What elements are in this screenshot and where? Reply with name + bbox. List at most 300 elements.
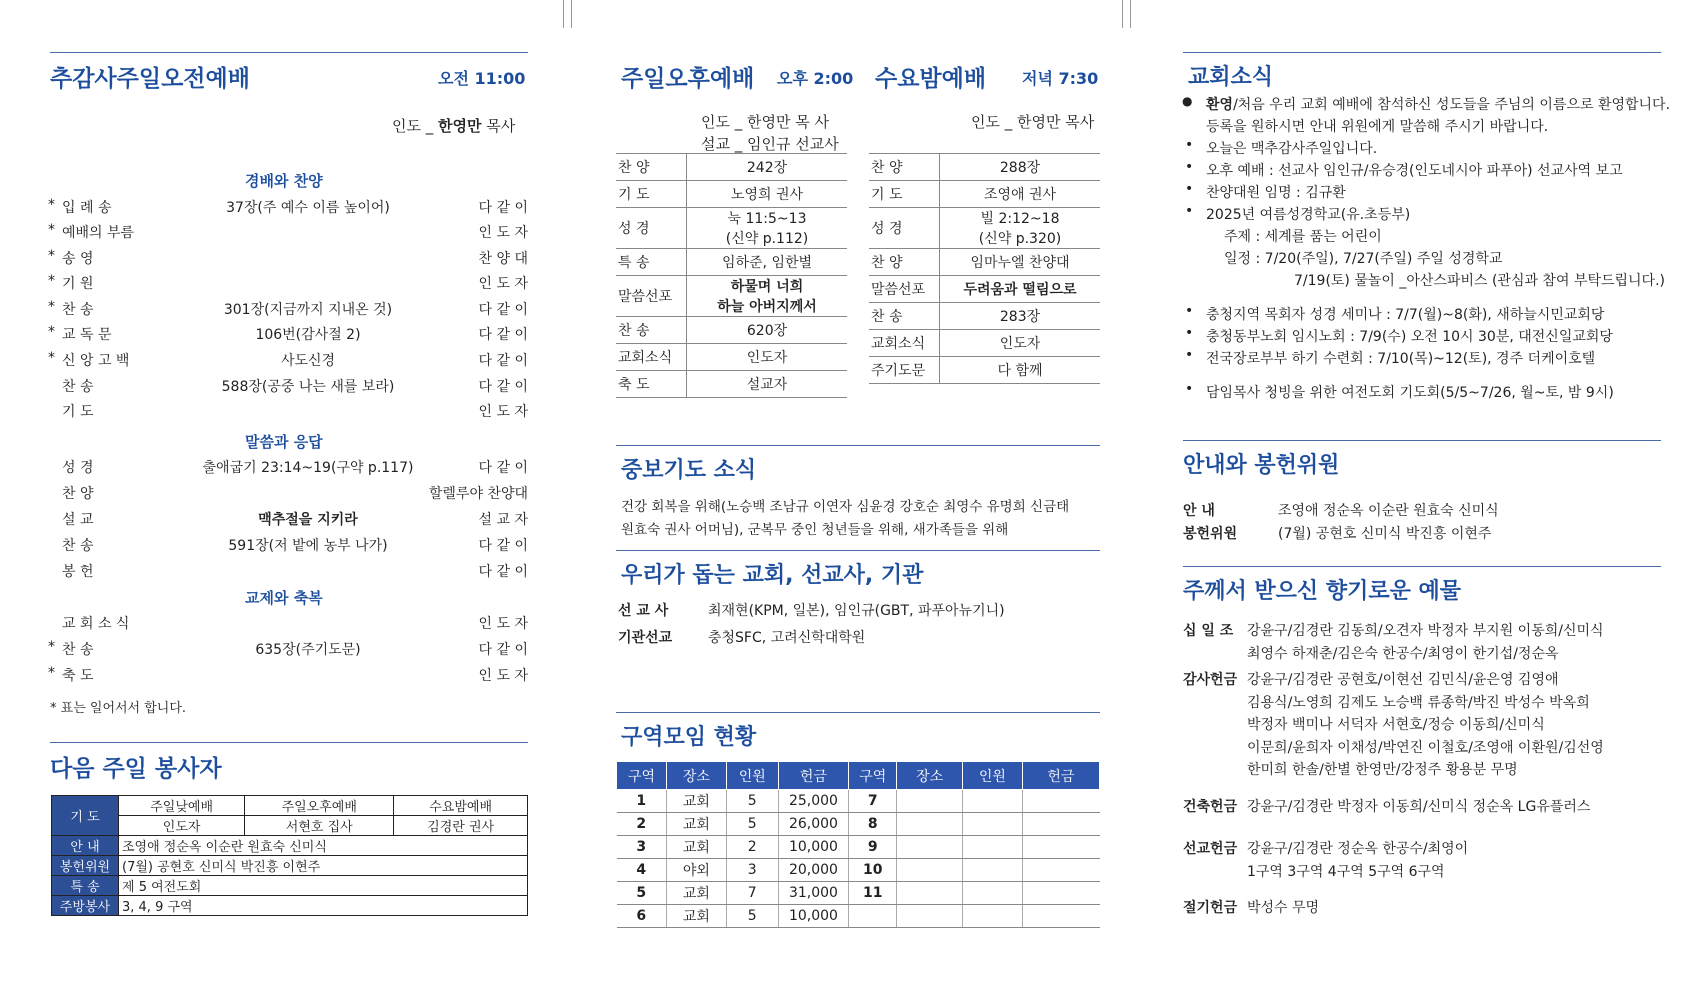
row-label: 특 송: [52, 876, 119, 896]
order-name: 찬 양: [62, 486, 94, 502]
table-cell: [962, 905, 1022, 928]
order-item: [48, 639, 528, 661]
standing-mark: *: [48, 222, 55, 238]
offering-line: 박정자 백미나 서덕자 서현호/정승 이동희/신미식: [1247, 717, 1545, 733]
order-name: 봉 헌: [62, 564, 94, 580]
order-name: 찬 송: [62, 538, 94, 554]
standing-mark: *: [48, 324, 55, 340]
order-name: 성 경: [869, 208, 940, 249]
column-header: 헌금: [778, 762, 848, 790]
order-content: [687, 317, 848, 344]
content-line: 빌 2:12~18: [980, 211, 1060, 227]
order-content: [687, 344, 848, 371]
order-name: 찬 송: [616, 317, 687, 344]
order-content: [940, 249, 1101, 276]
fold-mark: [563, 0, 564, 28]
order-item: [48, 299, 528, 321]
order-content: 37장(주 예수 이름 높이어): [226, 200, 390, 216]
table-row: [617, 790, 1100, 813]
order-row: [616, 208, 847, 249]
order-item: [48, 324, 528, 346]
list-item: • 담임목사 청빙을 위한 여전도회 기도회(5/5~7/26, 월~토, 밤 9시): [1182, 382, 1672, 404]
news-list: [1182, 94, 1672, 404]
ushers-value: (7월) 공현호 신미식 박진흥 이현주: [1278, 526, 1492, 542]
order-row: [869, 357, 1100, 384]
district-table: [616, 761, 1100, 928]
table-cell: 26,000: [778, 813, 848, 836]
offering-group: [1183, 897, 1683, 920]
ushers-title: 안내와 봉헌위원: [1183, 453, 1340, 478]
divider: [616, 445, 1100, 446]
order-name: 입 례 송: [62, 200, 112, 216]
content-line: 인도자: [999, 336, 1041, 352]
table-cell: 6: [617, 905, 667, 928]
offering-label: 감사헌금: [1183, 672, 1238, 688]
table-cell: [962, 836, 1022, 859]
order-name: 특 송: [616, 249, 687, 276]
order-name: 교 회 소 식: [62, 616, 130, 632]
wednesday-leader: 인도 _ 한영만 목사: [971, 113, 1095, 131]
order-content: 588장(공중 나는 새를 보라): [221, 379, 395, 395]
support-title: 우리가 돕는 교회, 선교사, 기관: [621, 563, 924, 588]
order-item: [48, 509, 528, 531]
table-cell: [897, 882, 963, 905]
order-item: [48, 273, 528, 295]
offering-names: [1247, 620, 1604, 665]
section-heading: 경배와 찬양: [245, 172, 323, 190]
row-label: 주방봉사: [52, 896, 119, 916]
order-name: 축 도: [616, 371, 687, 398]
row-value: 제 5 여전도회: [119, 876, 528, 896]
row-value: 3, 4, 9 구역: [119, 896, 528, 916]
order-name: 교 독 문: [62, 327, 112, 343]
table-cell: 5: [726, 790, 778, 813]
table-cell: 11: [849, 882, 897, 905]
table-cell: [897, 905, 963, 928]
divider: [1183, 52, 1661, 53]
table-cell: 야외: [667, 859, 727, 882]
offerings-title: 주께서 받으신 향기로운 예물: [1183, 579, 1462, 604]
order-content: 출애굽기 23:14~19(구약 p.117): [202, 460, 414, 476]
table-cell: 5: [726, 813, 778, 836]
order-name: 예배의 부름: [62, 225, 135, 241]
standing-mark: *: [48, 350, 55, 366]
divider: [616, 712, 1100, 713]
offering-line: 이문희/윤희자 이채성/박연진 이철호/조영애 이환원/김선영: [1247, 739, 1604, 756]
table-cell: [962, 790, 1022, 813]
standing-mark: *: [48, 197, 55, 213]
order-content: [940, 330, 1101, 357]
afternoon-order-table: [616, 153, 847, 398]
order-row: [869, 303, 1100, 330]
order-role: 다 같 이: [478, 564, 528, 580]
table-cell: 10,000: [778, 905, 848, 928]
order-name: 성 경: [62, 460, 94, 476]
support-value: 최재현(KPM, 일본), 임인규(GBT, 파푸아뉴기니): [708, 603, 1005, 619]
table-cell: 교회: [667, 790, 727, 813]
order-role: 다 같 이: [478, 642, 528, 658]
order-role: 할렐루야 찬양대: [428, 486, 528, 502]
order-name: 찬 송: [62, 379, 94, 395]
content-line: 283장: [999, 309, 1041, 325]
order-role: 다 같 이: [478, 379, 528, 395]
order-item: [48, 483, 528, 505]
order-role: 다 같 이: [478, 302, 528, 318]
order-role: 다 같 이: [478, 460, 528, 476]
table-cell: 교회: [667, 905, 727, 928]
order-content: [940, 303, 1101, 330]
table-cell: 20,000: [778, 859, 848, 882]
offering-group: [1183, 620, 1683, 665]
order-name: 성 경: [616, 208, 687, 249]
order-content: 635장(주기도문): [255, 642, 361, 658]
offering-names: [1247, 838, 1468, 883]
spacer: [1182, 292, 1672, 304]
order-item: [48, 561, 528, 583]
table-cell: 7: [849, 790, 897, 813]
order-content: [687, 371, 848, 398]
header-row: [617, 762, 1100, 790]
order-role: 다 같 이: [478, 327, 528, 343]
order-content: [687, 181, 848, 208]
offering-label: 건축헌금: [1183, 798, 1238, 815]
order-row: [616, 317, 847, 344]
content-line: 하늘 아버지께서: [717, 299, 817, 315]
order-row: [869, 154, 1100, 181]
order-row: [616, 276, 847, 317]
order-name: 축 도: [62, 668, 94, 684]
order-role: 다 같 이: [478, 200, 528, 216]
order-content: 맥추절을 지키라: [258, 512, 358, 528]
order-content: [940, 181, 1101, 208]
table-cell: [1022, 836, 1099, 859]
content-line: 인도자: [746, 350, 788, 366]
order-row: [869, 208, 1100, 249]
divider: [50, 52, 528, 53]
offering-line: 강윤구/김경란 김동희/오견자 박정자 부지원 이동희/신미식: [1247, 623, 1604, 639]
spacer: [1182, 370, 1672, 382]
fold-mark: [1130, 0, 1131, 28]
order-item: [48, 613, 528, 635]
standing-mark: *: [48, 665, 55, 681]
order-row: [616, 154, 847, 181]
table-cell: [962, 859, 1022, 882]
order-role: 다 같 이: [478, 353, 528, 369]
offering-line: 강윤구/김경란 박정자 이동희/신미식 정순옥 LG유플러스: [1247, 798, 1591, 815]
order-name: 찬 송: [62, 642, 94, 658]
offering-line: 강윤구/김경란 공현호/이현선 김민식/윤은영 김영애: [1247, 672, 1559, 688]
table-cell: [1022, 790, 1099, 813]
fold-mark: [571, 0, 572, 28]
order-name: 설 교: [62, 512, 94, 528]
table-cell: 7: [726, 882, 778, 905]
order-role: 인 도 자: [478, 276, 528, 292]
divider: [616, 550, 1100, 551]
list-item: 일정 : 7/20(주일), 7/27(주일) 주일 성경학교: [1224, 251, 1503, 267]
column-header: 주일오후예배: [245, 796, 394, 816]
row-label: 봉헌위원: [52, 856, 119, 876]
order-name: 말씀선포: [616, 276, 687, 317]
list-item: 등록을 원하시면 안내 위원에게 말씀해 주시기 바랍니다.: [1206, 119, 1549, 135]
table-cell: 4: [617, 859, 667, 882]
order-item: [48, 222, 528, 244]
order-content: [940, 208, 1101, 249]
content-line: (신약 p.320): [978, 231, 1062, 247]
column-header: 인원: [962, 762, 1022, 790]
offering-line: 최영수 하재춘/김은숙 한공수/최영이 한기섭/정순옥: [1247, 645, 1559, 662]
offering-group: [1183, 669, 1683, 782]
offering-names: [1247, 669, 1604, 782]
content-line: 임하준, 임한별: [721, 255, 813, 271]
order-item: [48, 665, 528, 687]
news-title: 교회소식: [1188, 65, 1274, 90]
row-value: 조영애 정순옥 이순란 원효숙 신미식: [119, 836, 528, 856]
prayer-label: 기 도: [52, 796, 119, 836]
content-line: 620장: [746, 323, 788, 339]
table-row: [617, 836, 1100, 859]
afternoon-service-time: 오후 2:00: [777, 69, 854, 88]
order-row: [616, 344, 847, 371]
content-line: 노영희 권사: [730, 187, 804, 203]
morning-leader: 인도 _ 한영만 목사: [392, 117, 516, 135]
table-cell: [1022, 813, 1099, 836]
order-content: [940, 357, 1101, 384]
table-row: [617, 905, 1100, 928]
table-cell: 10,000: [778, 836, 848, 859]
list-item: 주제 : 세계를 품는 어린이: [1224, 229, 1382, 245]
order-content: [940, 276, 1101, 303]
section-heading: 말씀과 응답: [245, 433, 323, 451]
order-role: 설 교 자: [478, 512, 528, 528]
content-line: 288장: [999, 160, 1041, 176]
order-name: 교회소식: [869, 330, 940, 357]
wednesday-service-time: 저녁 7:30: [1022, 69, 1099, 88]
offering-names: [1247, 796, 1590, 819]
order-row: [616, 371, 847, 398]
districts-title: 구역모임 현황: [621, 725, 757, 750]
order-name: 찬 양: [869, 154, 940, 181]
table-cell: [849, 905, 897, 928]
standing-mark: *: [48, 273, 55, 289]
table-cell: 10: [849, 859, 897, 882]
column-header: 장소: [897, 762, 963, 790]
order-name: 교회소식: [616, 344, 687, 371]
afternoon-service-title: 주일오후예배: [621, 66, 755, 92]
intercession-line: 건강 회복을 위해(노승백 조남규 이연자 심윤경 강호순 최영수 유명희 신금태: [621, 499, 1070, 515]
next-week-table: [51, 795, 528, 916]
order-content: 301장(지금까지 지내온 것): [223, 302, 393, 318]
intercession-title: 중보기도 소식: [621, 458, 757, 483]
standing-mark: *: [48, 248, 55, 264]
table-cell: 2: [617, 813, 667, 836]
afternoon-preacher: 설교 _ 임인규 선교사: [701, 135, 839, 153]
afternoon-leader: 인도 _ 한영만 목 사: [701, 113, 830, 131]
order-row: [869, 330, 1100, 357]
row-value: (7월) 공현호 신미식 박진흥 이현주: [119, 856, 528, 876]
order-content: 106번(감사절 2): [255, 327, 361, 343]
content-line: 242장: [746, 160, 788, 176]
offering-group: [1183, 796, 1683, 819]
ushers-value: 조영애 정순옥 이순란 원효숙 신미식: [1278, 503, 1499, 519]
content-line: 하물며 너희: [730, 279, 804, 295]
support-label: 기관선교: [618, 630, 673, 646]
column-header: 주일낮예배: [119, 796, 245, 816]
table-cell: 31,000: [778, 882, 848, 905]
morning-service-time: 오전 11:00: [438, 69, 526, 88]
content-line: 설교자: [746, 377, 788, 393]
offering-label: 선교헌금: [1183, 841, 1238, 857]
support-value: 충청SFC, 고려신학대학원: [708, 630, 866, 646]
order-item: [48, 248, 528, 270]
list-item: • 2025년 여름성경학교(유.초등부): [1182, 204, 1672, 226]
table-cell: 교회: [667, 882, 727, 905]
table-cell: [897, 836, 963, 859]
table-cell: 25,000: [778, 790, 848, 813]
offering-label: 십 일 조: [1183, 623, 1234, 639]
content-line: 다 함께: [997, 363, 1043, 379]
order-name: 찬 양: [616, 154, 687, 181]
content-line: 조영애 권사: [983, 187, 1057, 203]
order-role: 찬 양 대: [478, 251, 528, 267]
order-item: [48, 457, 528, 479]
table-cell: 5: [726, 905, 778, 928]
table-cell: [962, 813, 1022, 836]
ushers-label: 봉헌위원: [1183, 526, 1238, 542]
column-header: 수요밤예배: [394, 796, 528, 816]
table-cell: [897, 790, 963, 813]
order-content: [687, 208, 848, 249]
order-item: [48, 376, 528, 398]
table-cell: [962, 882, 1022, 905]
order-name: 말씀선포: [869, 276, 940, 303]
offering-line: 김용식/노영희 김제도 노승백 류종학/박진 박성수 박옥희: [1247, 694, 1590, 711]
table-row: [617, 859, 1100, 882]
list-item: ● 환영/처음 우리 교회 예배에 참석하신 성도들을 주님의 이름으로 환영합니다.: [1182, 94, 1672, 116]
table-cell: [1022, 882, 1099, 905]
prayer-cell: 인도자: [119, 816, 245, 836]
table-cell: 5: [617, 882, 667, 905]
table-cell: 9: [849, 836, 897, 859]
ushers-label: 안 내: [1183, 503, 1215, 519]
table-cell: 3: [617, 836, 667, 859]
offering-line: 한미희 한솔/한별 한영만/강정주 황용분 무명: [1247, 762, 1518, 778]
order-content: [687, 249, 848, 276]
divider: [50, 742, 528, 743]
column-header: 헌금: [1022, 762, 1099, 790]
list-item: 7/19(토) 물놀이 _아산스파비스 (관심과 참여 부탁드립니다.): [1294, 273, 1665, 289]
content-line: 두려움과 떨림으로: [963, 282, 1077, 298]
fold-mark: [1122, 0, 1123, 28]
column-header: 장소: [667, 762, 727, 790]
order-role: 인 도 자: [478, 404, 528, 420]
offering-names: [1247, 897, 1319, 920]
order-name: 기 원: [62, 276, 94, 292]
list-item: • 오늘은 맥추감사주일입니다.: [1182, 138, 1672, 160]
order-name: 기 도: [62, 404, 94, 420]
order-item: [48, 401, 528, 423]
order-row: [869, 249, 1100, 276]
offering-line: 강윤구/김경란 정순옥 한공수/최영이: [1247, 841, 1469, 857]
morning-service-title: 추감사주일오전예배: [50, 66, 250, 92]
table-cell: 교회: [667, 813, 727, 836]
order-content: [940, 154, 1101, 181]
order-name: 기 도: [616, 181, 687, 208]
table-row: [617, 813, 1100, 836]
order-name: 찬 송: [869, 303, 940, 330]
order-row: [616, 249, 847, 276]
order-name: 송 영: [62, 251, 94, 267]
order-role: 인 도 자: [478, 225, 528, 241]
order-role: 인 도 자: [478, 668, 528, 684]
content-line: 임마누엘 찬양대: [970, 255, 1070, 271]
table-cell: [1022, 905, 1099, 928]
table-cell: 8: [849, 813, 897, 836]
divider: [1183, 440, 1661, 441]
order-name: 신 앙 고 백: [62, 353, 130, 369]
order-item: [48, 350, 528, 372]
table-cell: 교회: [667, 836, 727, 859]
support-label: 선 교 사: [618, 603, 669, 619]
offerings-list: [1183, 620, 1683, 920]
order-role: 다 같 이: [478, 538, 528, 554]
order-row: [869, 276, 1100, 303]
list-item: • 충청지역 목회자 성경 세미나 : 7/7(월)~8(화), 새하늘시민교회당: [1182, 304, 1672, 326]
list-item: • 찬양대원 임명 : 김규환: [1182, 182, 1672, 204]
order-content: [687, 154, 848, 181]
standing-mark: *: [48, 299, 55, 315]
offering-group: [1183, 838, 1683, 883]
order-name: 찬 양: [869, 249, 940, 276]
order-content: 591장(저 밭에 농부 나가): [228, 538, 388, 554]
table-cell: 3: [726, 859, 778, 882]
order-name: 주기도문: [869, 357, 940, 384]
list-item: • 충청동부노회 임시노회 : 7/9(수) 오전 10시 30분, 대전신일교회당: [1182, 326, 1672, 348]
table-cell: 1: [617, 790, 667, 813]
order-role: 인 도 자: [478, 616, 528, 632]
standing-mark: *: [48, 639, 55, 655]
divider: [1183, 566, 1661, 567]
prayer-cell: 서현호 집사: [245, 816, 394, 836]
order-name: 기 도: [869, 181, 940, 208]
row-label: 안 내: [52, 836, 119, 856]
table-cell: [897, 813, 963, 836]
section-heading: 교제와 축복: [245, 589, 323, 607]
standing-note: * 표는 일어서서 합니다.: [50, 701, 187, 716]
table-row: [617, 882, 1100, 905]
content-line: 눅 11:5~13: [727, 211, 807, 227]
intercession-line: 원효숙 권사 어머님), 군복무 중인 청년들을 위해, 새가족들을 위해: [621, 522, 1009, 538]
table-cell: [897, 859, 963, 882]
column-header: 인원: [726, 762, 778, 790]
wednesday-order-table: [869, 153, 1100, 384]
order-name: 찬 송: [62, 302, 94, 318]
order-item: [48, 535, 528, 557]
order-content: 사도신경: [280, 353, 336, 369]
offering-line: 박성수 무명: [1247, 900, 1320, 916]
table-cell: [1022, 859, 1099, 882]
order-item: [48, 197, 528, 219]
wednesday-service-title: 수요밤예배: [875, 66, 987, 92]
column-header: 구역: [849, 762, 897, 790]
offering-line: 1구역 3구역 4구역 5구역 6구역: [1247, 863, 1445, 880]
order-row: [869, 181, 1100, 208]
prayer-cell: 김경란 권사: [394, 816, 528, 836]
order-row: [616, 181, 847, 208]
order-content: [687, 276, 848, 317]
content-line: (신약 p.112): [725, 231, 809, 247]
next-week-title: 다음 주일 봉사자: [50, 756, 222, 782]
table-cell: 2: [726, 836, 778, 859]
